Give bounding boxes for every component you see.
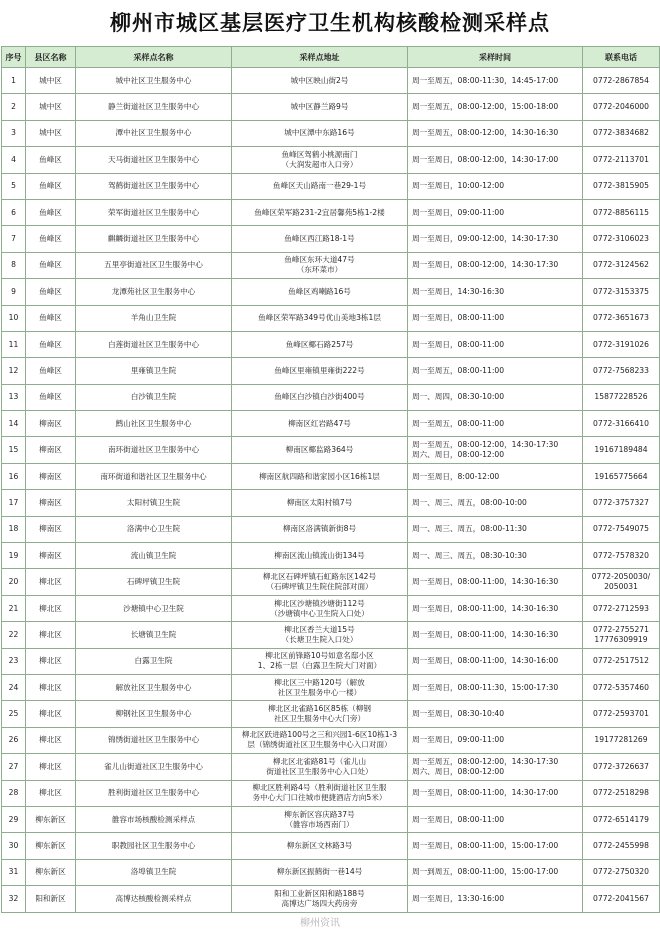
cell-address: 柳北区北雀路81号（雀儿山 街道社区卫生服务中心入口处） [232, 754, 408, 780]
cell-phone: 0772-3834682 [583, 120, 660, 146]
cell-time: 周一至周五，08:00-11:00 [408, 358, 583, 384]
cell-time: 周一至周日，09:00-12:00，14:30-17:30 [408, 226, 583, 252]
page-title: 柳州市城区基层医疗卫生机构核酸检测采样点 [110, 10, 550, 35]
cell-district: 鱼峰区 [26, 226, 76, 252]
cell-site-name: 锦绣街道社区卫生服务中心 [76, 727, 232, 753]
table-row [2, 226, 660, 252]
table-row [2, 516, 660, 542]
cell-time: 周一、周三、周五，08:00-11:30 [408, 516, 583, 542]
cell-site-name: 太阳村镇卫生院 [76, 490, 232, 516]
cell-site-name: 南环街道和谐社区卫生服务中心 [76, 463, 232, 489]
cell-address: 城中区潭中东路16号 [232, 120, 408, 146]
table-row [2, 173, 660, 199]
table-row [2, 543, 660, 569]
cell-time: 周一至周五，08:00-12:00，14:30-17:30 周六、周日，08:00-12:00 [408, 754, 583, 780]
cell-address: 柳北区沙塘镇沙塘街112号 （沙塘镇中心卫生院入口处） [232, 595, 408, 621]
cell-site-name: 麒麟街道社区卫生服务中心 [76, 226, 232, 252]
cell-time: 周一至周日，08:00-12:00，14:30-17:00 [408, 147, 583, 173]
cell-district: 柳北区 [26, 569, 76, 595]
cell-site-name: 潭中社区卫生服务中心 [76, 120, 232, 146]
cell-index: 23 [2, 648, 26, 674]
cell-site-name: 里雍镇卫生院 [76, 358, 232, 384]
cell-phone: 0772-3815905 [583, 173, 660, 199]
table-row [2, 701, 660, 727]
cell-site-name: 静兰街道社区卫生服务中心 [76, 94, 232, 120]
cell-address: 柳东新区容庆路37号 （雒容市场西南门） [232, 806, 408, 832]
cell-address: 柳南区航四路和谐家园小区16栋1层 [232, 463, 408, 489]
cell-site-name: 白沙镇卫生院 [76, 384, 232, 410]
cell-index: 22 [2, 622, 26, 648]
table-row [2, 859, 660, 885]
cell-address: 鱼峰区荣军路349号优山美地3栋1层 [232, 305, 408, 331]
cell-phone: 0772-3651673 [583, 305, 660, 331]
cell-address: 鱼峰区椰石路257号 [232, 331, 408, 357]
cell-district: 柳南区 [26, 463, 76, 489]
table-row [2, 490, 660, 516]
cell-index: 7 [2, 226, 26, 252]
cell-address: 柳北区胜利路4号（胜利街道社区卫生服 务中心大门口往城市便捷酒店方向5米） [232, 780, 408, 806]
cell-index: 13 [2, 384, 26, 410]
table-row [2, 384, 660, 410]
table-row [2, 727, 660, 753]
cell-index: 21 [2, 595, 26, 621]
cell-district: 鱼峰区 [26, 199, 76, 225]
cell-index: 18 [2, 516, 26, 542]
cell-district: 柳北区 [26, 780, 76, 806]
cell-phone: 0772-2050030/ 2050031 [583, 569, 660, 595]
cell-time: 周一至周日，08:30-10:40 [408, 701, 583, 727]
cell-district: 鱼峰区 [26, 384, 76, 410]
cell-site-name: 长塘镇卫生院 [76, 622, 232, 648]
cell-phone: 0772-3153375 [583, 279, 660, 305]
cell-address: 柳北区石碑坪镇石虹路东区142号 （石碑坪镇卫生院住院部对面） [232, 569, 408, 595]
cell-district: 鱼峰区 [26, 279, 76, 305]
cell-time: 周一至周日，08:00-12:00，14:30-17:30 [408, 252, 583, 278]
cell-time: 周一至周日，08:00-11:00 [408, 806, 583, 832]
cell-district: 柳东新区 [26, 859, 76, 885]
table-row [2, 411, 660, 437]
cell-site-name: 南环街道社区卫生服务中心 [76, 437, 232, 463]
cell-phone: 0772-2712593 [583, 595, 660, 621]
cell-time: 周一至周日，08:00-11:00 [408, 331, 583, 357]
cell-address: 柳南区流山镇流山街134号 [232, 543, 408, 569]
cell-time: 周一至周日，08:00-11:00，14:30-16:30 [408, 595, 583, 621]
cell-site-name: 解放社区卫生服务中心 [76, 674, 232, 700]
cell-index: 26 [2, 727, 26, 753]
cell-district: 柳南区 [26, 490, 76, 516]
cell-index: 24 [2, 674, 26, 700]
cell-address: 柳北区北雀路16区85栋（柳钢 社区卫生服务中心大门旁） [232, 701, 408, 727]
cell-phone: 0772-7578320 [583, 543, 660, 569]
cell-address: 柳北区三中路120号（解放 社区卫生服务中心一楼） [232, 674, 408, 700]
header-phone: 联系电话 [583, 47, 660, 68]
cell-time: 周一至周五，08:00-12:00，14:30-16:30 [408, 120, 583, 146]
cell-phone: 0772-3757327 [583, 490, 660, 516]
table-row [2, 754, 660, 780]
cell-index: 19 [2, 543, 26, 569]
table-header-row [2, 47, 660, 68]
cell-time: 周一至周日，14:30-16:30 [408, 279, 583, 305]
cell-site-name: 雀儿山街道社区卫生服务中心 [76, 754, 232, 780]
cell-time: 周一至周日，09:00-11:00 [408, 727, 583, 753]
table-row [2, 437, 660, 463]
cell-phone: 0772-5357460 [583, 674, 660, 700]
cell-time: 周一至周日，08:00-11:00，15:00-17:00 [408, 833, 583, 859]
cell-address: 鱼峰区西江路18-1号 [232, 226, 408, 252]
cell-address: 柳南区洛满镇新街8号 [232, 516, 408, 542]
cell-time: 周一至周日，08:00-11:00，14:30-16:30 [408, 622, 583, 648]
cell-address: 鱼峰区驾鹤小桃源南门 （大润发超市入口旁） [232, 147, 408, 173]
cell-site-name: 洛满中心卫生院 [76, 516, 232, 542]
cell-phone: 0772-3106023 [583, 226, 660, 252]
cell-index: 10 [2, 305, 26, 331]
cell-site-name: 白莲街道社区卫生服务中心 [76, 331, 232, 357]
cell-time: 周一、周三、周五，08:30-10:30 [408, 543, 583, 569]
cell-district: 城中区 [26, 120, 76, 146]
cell-index: 28 [2, 780, 26, 806]
cell-time: 周一至周日，10:00-12:00 [408, 173, 583, 199]
cell-index: 3 [2, 120, 26, 146]
cell-address: 鱼峰区白沙镇白沙街400号 [232, 384, 408, 410]
cell-index: 4 [2, 147, 26, 173]
cell-phone: 0772-2593701 [583, 701, 660, 727]
cell-site-name: 羊角山卫生院 [76, 305, 232, 331]
cell-district: 柳北区 [26, 701, 76, 727]
cell-time: 周一至周五，08:00-11:00 [408, 411, 583, 437]
cell-district: 柳南区 [26, 437, 76, 463]
cell-index: 31 [2, 859, 26, 885]
cell-time: 周一至周日，08:00-11:00，14:30-16:30 [408, 569, 583, 595]
cell-index: 29 [2, 806, 26, 832]
cell-index: 9 [2, 279, 26, 305]
cell-phone: 0772-3124562 [583, 252, 660, 278]
cell-time: 周一至周五，08:00-11:30，14:45-17:00 [408, 68, 583, 94]
cell-phone: 0772-2750320 [583, 859, 660, 885]
cell-site-name: 职教园社区卫生服务中心 [76, 833, 232, 859]
cell-district: 鱼峰区 [26, 331, 76, 357]
cell-phone: 0772-3191026 [583, 331, 660, 357]
cell-district: 柳南区 [26, 411, 76, 437]
table-row [2, 199, 660, 225]
table-row [2, 279, 660, 305]
cell-index: 8 [2, 252, 26, 278]
cell-address: 柳北区前锋路10号如意名邸小区 1、2栋一层（白露卫生院大门对面） [232, 648, 408, 674]
cell-address: 鱼峰区天山路南一巷29-1号 [232, 173, 408, 199]
cell-address: 柳北区香兰大道15号 （长塘卫生院入口处） [232, 622, 408, 648]
cell-site-name: 流山镇卫生院 [76, 543, 232, 569]
cell-district: 柳北区 [26, 648, 76, 674]
table-row [2, 806, 660, 832]
cell-index: 1 [2, 68, 26, 94]
cell-site-name: 洛埠镇卫生院 [76, 859, 232, 885]
cell-district: 柳北区 [26, 595, 76, 621]
cell-phone: 0772-2455998 [583, 833, 660, 859]
cell-time: 周一至周日，08:00-11:00 [408, 305, 583, 331]
cell-district: 鱼峰区 [26, 358, 76, 384]
cell-phone: 0772-7549075 [583, 516, 660, 542]
cell-phone: 0772-7568233 [583, 358, 660, 384]
cell-time: 周一至周五，08:00-12:00，15:00-18:00 [408, 94, 583, 120]
cell-phone: 15877228526 [583, 384, 660, 410]
cell-address: 鱼峰区里雍镇里雍街222号 [232, 358, 408, 384]
cell-phone: 0772-2041567 [583, 886, 660, 912]
cell-time: 周一、周四，08:30-10:00 [408, 384, 583, 410]
table-row [2, 358, 660, 384]
table-row [2, 886, 660, 912]
cell-address: 柳东新区文林路3号 [232, 833, 408, 859]
cell-index: 30 [2, 833, 26, 859]
cell-address: 柳东新区振鹤街一巷14号 [232, 859, 408, 885]
cell-time: 周一至周日，08:00-11:30，15:00-17:30 [408, 674, 583, 700]
table-row [2, 648, 660, 674]
cell-address: 柳南区椰监路364号 [232, 437, 408, 463]
cell-site-name: 鹧山社区卫生服务中心 [76, 411, 232, 437]
cell-phone: 0772-2867854 [583, 68, 660, 94]
table-row [2, 674, 660, 700]
cell-time: 周一至周日，08:00-11:00，14:30-17:00 [408, 780, 583, 806]
table-row [2, 94, 660, 120]
cell-phone: 0772-2755271 17776309919 [583, 622, 660, 648]
table-row [2, 120, 660, 146]
cell-index: 16 [2, 463, 26, 489]
cell-site-name: 天马街道社区卫生服务中心 [76, 147, 232, 173]
header-district: 县区名称 [26, 47, 76, 68]
cell-district: 城中区 [26, 68, 76, 94]
cell-district: 鱼峰区 [26, 305, 76, 331]
cell-site-name: 荣军街道社区卫生服务中心 [76, 199, 232, 225]
cell-phone: 0772-2046000 [583, 94, 660, 120]
cell-phone: 0772-3166410 [583, 411, 660, 437]
cell-address: 城中区映山街2号 [232, 68, 408, 94]
cell-site-name: 胜利街道社区卫生服务中心 [76, 780, 232, 806]
cell-address: 阳和工业新区阳和路188号 高博达广场四大药房旁 [232, 886, 408, 912]
header-index: 序号 [2, 47, 26, 68]
cell-site-name: 龙潭苑社区卫生服务中心 [76, 279, 232, 305]
cell-time: 周一、周三、周五，08:00-10:00 [408, 490, 583, 516]
cell-phone: 0772-2113701 [583, 147, 660, 173]
cell-phone: 0772-2518298 [583, 780, 660, 806]
table-row [2, 569, 660, 595]
cell-site-name: 城中社区卫生服务中心 [76, 68, 232, 94]
cell-district: 鱼峰区 [26, 252, 76, 278]
table-row [2, 780, 660, 806]
cell-district: 柳北区 [26, 754, 76, 780]
cell-time: 周一到周五，08:00-11:00，15:00-17:00 [408, 859, 583, 885]
table-row [2, 331, 660, 357]
cell-address: 鱼峰区荣军路231-2宜居馨苑5栋1-2楼 [232, 199, 408, 225]
cell-phone: 0772-6514179 [583, 806, 660, 832]
table-row [2, 252, 660, 278]
cell-district: 柳南区 [26, 516, 76, 542]
cell-site-name: 高博达核酸检测采样点 [76, 886, 232, 912]
header-site-address: 采样点地址 [232, 47, 408, 68]
cell-index: 20 [2, 569, 26, 595]
cell-address: 柳北区跃进路100号之三和兴园1-6区10栋1-3 层（锦绣街道社区卫生服务中心入口对面） [232, 727, 408, 753]
cell-time: 周一至周日，09:00-11:00 [408, 199, 583, 225]
table-row [2, 833, 660, 859]
cell-address: 柳南区太阳村镇7号 [232, 490, 408, 516]
cell-site-name: 雒容市场核酸检测采样点 [76, 806, 232, 832]
cell-address: 柳南区红岩路47号 [232, 411, 408, 437]
cell-index: 14 [2, 411, 26, 437]
cell-district: 柳北区 [26, 622, 76, 648]
cell-index: 17 [2, 490, 26, 516]
cell-phone: 19177281269 [583, 727, 660, 753]
cell-district: 鱼峰区 [26, 173, 76, 199]
header-sampling-time: 采样时间 [408, 47, 583, 68]
watermark: 柳州资讯 [300, 918, 340, 929]
cell-index: 2 [2, 94, 26, 120]
cell-address: 鱼峰区鸡喇路16号 [232, 279, 408, 305]
cell-phone: 0772-8856115 [583, 199, 660, 225]
cell-address: 鱼峰区东环大道47号 （东环菜市） [232, 252, 408, 278]
cell-index: 11 [2, 331, 26, 357]
table-row [2, 595, 660, 621]
table-row [2, 68, 660, 94]
cell-site-name: 沙塘镇中心卫生院 [76, 595, 232, 621]
cell-index: 12 [2, 358, 26, 384]
cell-district: 柳南区 [26, 543, 76, 569]
cell-site-name: 五里亭街道社区卫生服务中心 [76, 252, 232, 278]
header-site-name: 采样点名称 [76, 47, 232, 68]
cell-index: 27 [2, 754, 26, 780]
cell-district: 柳北区 [26, 674, 76, 700]
cell-site-name: 驾鹤街道社区卫生服务中心 [76, 173, 232, 199]
cell-phone: 19165775664 [583, 463, 660, 489]
cell-address: 城中区静兰路9号 [232, 94, 408, 120]
cell-index: 32 [2, 886, 26, 912]
table-row [2, 622, 660, 648]
cell-index: 25 [2, 701, 26, 727]
cell-time: 周一至周日，08:00-11:00，14:30-16:00 [408, 648, 583, 674]
cell-district: 阳和新区 [26, 886, 76, 912]
cell-site-name: 白露卫生院 [76, 648, 232, 674]
cell-phone: 0772-2517512 [583, 648, 660, 674]
cell-index: 6 [2, 199, 26, 225]
cell-district: 鱼峰区 [26, 147, 76, 173]
table-row [2, 463, 660, 489]
cell-phone: 19167189484 [583, 437, 660, 463]
cell-site-name: 石碑坪镇卫生院 [76, 569, 232, 595]
table-row [2, 305, 660, 331]
cell-time: 周一至周五，08:00-12:00，14:30-17:30 周六、周日，08:00-12:00 [408, 437, 583, 463]
sampling-sites-table [1, 46, 660, 913]
cell-phone: 0772-3726637 [583, 754, 660, 780]
cell-time: 周一至周日，8:00-12:00 [408, 463, 583, 489]
cell-index: 15 [2, 437, 26, 463]
cell-index: 5 [2, 173, 26, 199]
cell-time: 周一至周日，13:30-16:00 [408, 886, 583, 912]
cell-district: 柳东新区 [26, 806, 76, 832]
table-row [2, 147, 660, 173]
cell-district: 柳北区 [26, 727, 76, 753]
cell-district: 柳东新区 [26, 833, 76, 859]
cell-site-name: 柳钢社区卫生服务中心 [76, 701, 232, 727]
cell-district: 城中区 [26, 94, 76, 120]
